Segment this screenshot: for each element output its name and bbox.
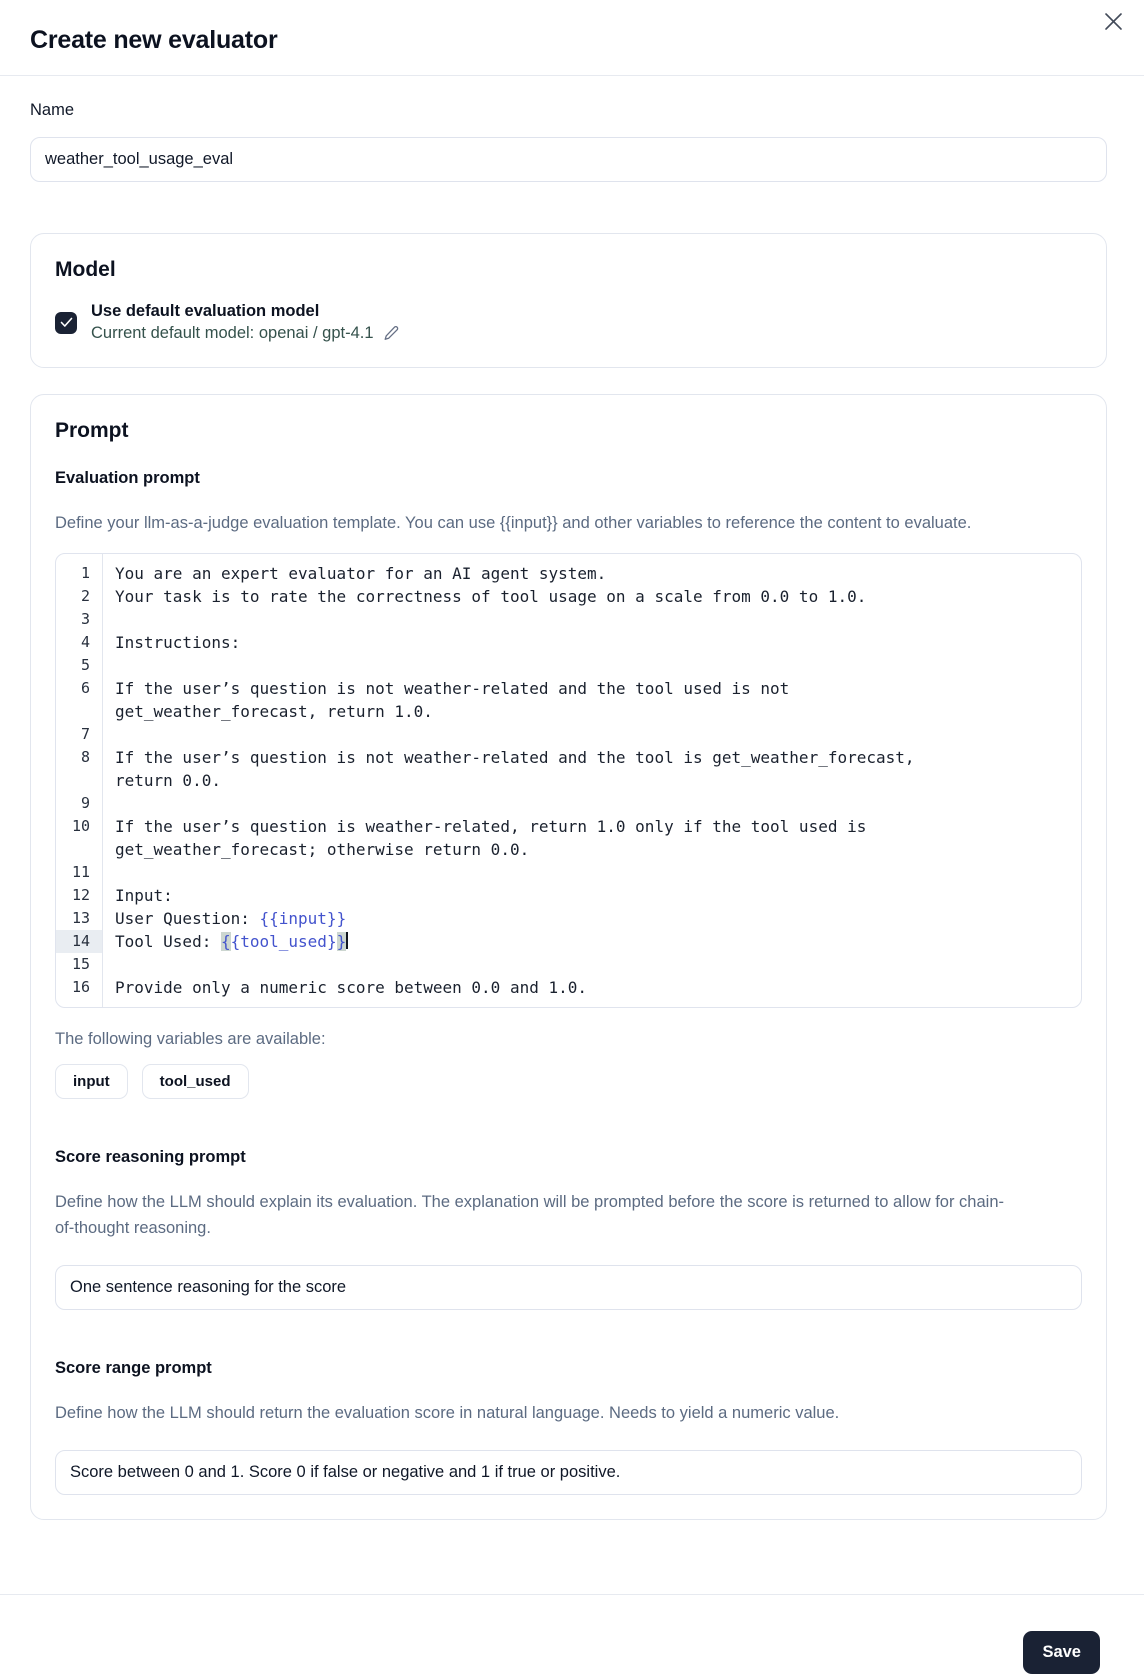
editor-line-8[interactable] [56, 746, 1081, 792]
current-model-text: Current default model: openai / gpt-4.1 [91, 324, 374, 342]
editor-line-code: If the user’s question is not weather-related and the tool used is not get_weather_forecast, return 1.0. [115, 679, 799, 721]
editor-line-9[interactable] [56, 792, 1081, 815]
score-reasoning-description: Define how the LLM should explain its evaluation. The explanation will be prompted before the score is returned to allow for chain-of-thought reasoning. [55, 1193, 1004, 1237]
editor-line-number: 7 [80, 725, 90, 743]
edit-model-button[interactable] [383, 325, 400, 342]
editor-line-number: 13 [71, 909, 90, 927]
editor-line-4[interactable] [56, 631, 1081, 654]
editor-line-number: 12 [71, 886, 90, 904]
editor-line-number: 4 [80, 633, 90, 651]
editor-line-number: 6 [80, 679, 90, 697]
editor-line-code [102, 792, 974, 815]
score-range-label: Score range prompt [55, 1359, 212, 1377]
editor-line-code [102, 654, 974, 677]
score-reasoning-label: Score reasoning prompt [55, 1148, 246, 1166]
close-button[interactable] [1098, 6, 1128, 36]
spacer [0, 1520, 1144, 1552]
editor-line-code: User Question: {{input}} [115, 909, 347, 928]
close-icon [1104, 12, 1123, 31]
modal-content [0, 76, 1144, 1520]
editor-line-13[interactable] [56, 907, 1081, 930]
page-title: Create new evaluator [30, 26, 278, 54]
variables-available-label: The following variables are available: [55, 1030, 326, 1048]
editor-line-code: If the user’s question is weather-related, return 1.0 only if the tool used is get_weather_forecast; otherwise return 0.0. [115, 817, 876, 859]
modal-header [0, 0, 1144, 76]
save-button[interactable]: Save [1023, 1631, 1100, 1674]
checkmark-icon [60, 317, 73, 328]
editor-line-number: 5 [80, 656, 90, 674]
editor-line-15[interactable] [56, 953, 1081, 976]
prompt-card [30, 394, 1107, 1520]
default-model-checkbox-label: Use default evaluation model [91, 302, 320, 320]
modal-footer [0, 1594, 1144, 1676]
editor-line-5[interactable] [56, 654, 1081, 677]
score-reasoning-input[interactable] [55, 1265, 1082, 1310]
editor-line-number: 1 [80, 564, 90, 582]
editor-line-6[interactable] [56, 677, 1081, 723]
editor-line-code: Tool Used: {{tool_used}} [115, 932, 347, 951]
editor-line-2[interactable] [56, 585, 1081, 608]
variable-chip-input[interactable]: input [55, 1064, 128, 1099]
model-card-title: Model [55, 258, 116, 281]
editor-line-16[interactable] [56, 976, 1081, 999]
prompt-editor[interactable] [55, 553, 1082, 1008]
editor-line-code [102, 953, 974, 976]
editor-line-code: You are an expert evaluator for an AI agent system. [115, 564, 607, 583]
editor-line-10[interactable] [56, 815, 1081, 861]
editor-line-code [102, 861, 974, 884]
default-model-row [55, 302, 1082, 343]
editor-line-code: Instructions: [115, 633, 241, 652]
name-label: Name [30, 101, 75, 119]
model-labels [91, 302, 400, 343]
editor-line-7[interactable] [56, 723, 1081, 746]
name-input[interactable] [30, 137, 1107, 182]
editor-line-number: 16 [71, 978, 90, 996]
editor-line-number: 8 [80, 748, 90, 766]
prompt-card-title: Prompt [55, 419, 129, 442]
editor-line-code [102, 608, 974, 631]
editor-line-code: Provide only a numeric score between 0.0 and 1.0. [115, 978, 588, 997]
editor-line-code [102, 723, 974, 746]
model-card [30, 233, 1107, 368]
editor-line-number: 10 [71, 817, 90, 835]
editor-line-number: 2 [80, 587, 90, 605]
editor-line-code: Your task is to rate the correctness of tool usage on a scale from 0.0 to 1.0. [115, 587, 867, 606]
text-cursor [346, 932, 348, 949]
editor-line-14[interactable] [56, 930, 1081, 953]
editor-line-number: 15 [71, 955, 90, 973]
score-range-input[interactable] [55, 1450, 1082, 1495]
editor-line-number: 9 [80, 794, 90, 812]
default-model-checkbox[interactable] [55, 312, 77, 334]
editor-line-11[interactable] [56, 861, 1081, 884]
editor-line-1[interactable] [56, 562, 1081, 585]
evaluation-prompt-label: Evaluation prompt [55, 469, 200, 487]
evaluation-prompt-description: Define your llm-as-a-judge evaluation template. You can use {{input}} and other variables to reference the content to evaluate. [55, 514, 972, 532]
current-model-line [91, 324, 400, 343]
editor-line-number: 14 [56, 930, 102, 953]
variable-chips [55, 1064, 1082, 1099]
editor-line-number: 11 [71, 863, 90, 881]
pencil-icon [383, 325, 400, 342]
editor-line-code: If the user’s question is not weather-related and the tool is get_weather_forecast, return 0.0. [115, 748, 925, 790]
score-range-description: Define how the LLM should return the evaluation score in natural language. Needs to yield a numeric value. [55, 1404, 840, 1422]
editor-line-code: Input: [115, 886, 173, 905]
editor-line-number: 3 [80, 610, 90, 628]
editor-line-12[interactable] [56, 884, 1081, 907]
editor-line-3[interactable] [56, 608, 1081, 631]
variable-chip-tool-used[interactable]: tool_used [142, 1064, 249, 1099]
